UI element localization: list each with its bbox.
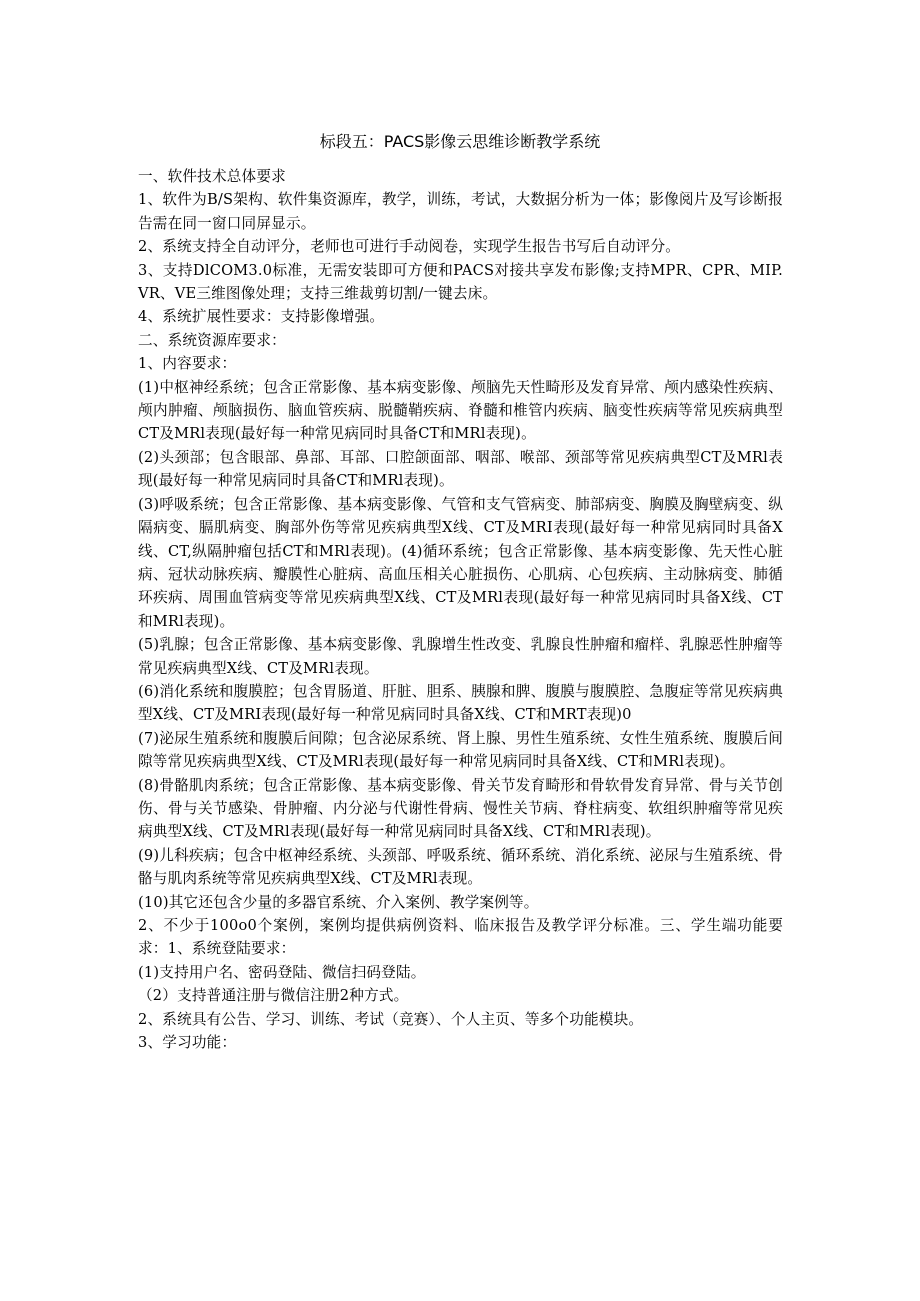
paragraph: (1)支持用户名、密码登陆、微信扫码登陆。 — [138, 963, 426, 981]
paragraph: 4、系统扩展性要求：支持影像增强。 — [138, 308, 385, 326]
paragraph: (3)呼吸系统；包含正常影像、基本病变影像、气管和支气管病变、肺部病变、胸膜及胸壁病变、纵隔病变、膈肌病变、胸部外伤等常见疾病典型X线、CT及MRI表现(最好每一种常见病同时具备X线、CT,纵隔肿瘤包括CT和MRl表现)。(4)循环系统；包含正常影像、基本病变影像、先天性心脏病、冠状动脉疾病、瓣膜性心脏病、高血压相关心脏损伤、心肌病、心包疾病、主动脉病变、肺循环疾病、周围血管病变等常见疾病典型X线、CT及MRl表现(最好每一种常见病同时具备X线、CT和MRl表现)。 — [138, 495, 783, 630]
paragraph: (1)中枢神经系统；包含正常影像、基本病变影像、颅脑先天性畸形及发育异常、颅内感染性疾病、颅内肿瘤、颅脑损伤、脑血管疾病、脱髓鞘疾病、脊髓和椎管内疾病、脑变性疾病等常见疾病典型CT及MRl表现(最好每一种常见病同时具备CT和MRl表现)。 — [138, 378, 783, 443]
paragraph: (5)乳腺；包含正常影像、基本病变影像、乳腺增生性改变、乳腺良性肿瘤和瘤样、乳腺恶性肿瘤等常见疾病典型X线、CT及MRl表现。 — [138, 636, 783, 677]
paragraph: (8)骨骼肌肉系统；包含正常影像、基本病变影像、骨关节发育畸形和骨软骨发育异常、骨与关节创伤、骨与关节感染、骨肿瘤、内分泌与代谢性骨病、慢性关节病、脊柱病变、软组织肿瘤等常见疾病典型X线、CT及MRl表现(最好每一种常见病同时具备X线、CT和MRl表现)。 — [138, 776, 783, 841]
paragraph: (2)头颈部；包含眼部、鼻部、耳部、口腔颌面部、咽部、喉部、颈部等常见疾病典型CT及MRl表现(最好每一种常见病同时具备CT和MRl表现)。 — [138, 448, 783, 490]
paragraph: (7)泌尿生殖系统和腹膜后间隙；包含泌尿系统、肾上腺、男性生殖系统、女性生殖系统、腹膜后间隙等常见疾病典型X线、CT及MRl表现(最好每一种常见病同时具备X线、CT和MRl表现)。 — [138, 729, 783, 771]
paragraph: 3、支持DlCOM3.0标准，无需安装即可方便和PACS对接共享发布影像;支持MPR、CPR、MIP.VR、VE三维图像处理；支持三维裁剪切割/一键去床。 — [138, 261, 783, 303]
document-body — [138, 165, 783, 1054]
paragraph: 1、软件为B/S架构、软件集资源库，教学，训练，考试，大数据分析为一体；影像阅片及写诊断报告需在同一窗口同屏显示。 — [138, 191, 783, 232]
paragraph: (9)儿科疾病；包含中枢神经系统、头颈部、呼吸系统、循环系统、消化系统、泌尿与生殖系统、骨骼与肌肉系统等常见疾病典型X线、CT及MRl表现。 — [138, 846, 783, 888]
document-title: 标段五：PACS影像云思维诊断教学系统 — [319, 132, 601, 151]
paragraph: 2、系统具有公告、学习、训练、考试（竞赛）、个人主页、等多个功能模块。 — [138, 1010, 644, 1028]
paragraph: 2、系统支持全自动评分，老师也可进行手动阅卷，实现学生报告书写后自动评分。 — [138, 238, 681, 256]
paragraph: (10)其它还包含少量的多器官系统、介入案例、教学案例等。 — [138, 893, 539, 911]
paragraph: 3、学习功能： — [138, 1034, 237, 1052]
paragraph: （2）支持普通注册与微信注册2种方式。 — [138, 987, 409, 1005]
paragraph: 1、内容要求： — [138, 355, 237, 373]
paragraph: 二、系统资源库要求： — [138, 331, 286, 349]
paragraph: (6)消化系统和腹膜腔；包含胃肠道、肝脏、胆系、胰腺和脾、腹膜与腹膜腔、急腹症等常见疾病典型X线、CT及MRI表现(最好每一种常见病同时具备X线、CT和MRT表现)0 — [138, 682, 783, 724]
paragraph: 2、不少于100o0个案例，案例均提供病例资料、临床报告及教学评分标准。三、学生端功能要求：1、系统登陆要求： — [138, 917, 783, 958]
paragraph: 一、软件技术总体要求 — [138, 168, 286, 185]
